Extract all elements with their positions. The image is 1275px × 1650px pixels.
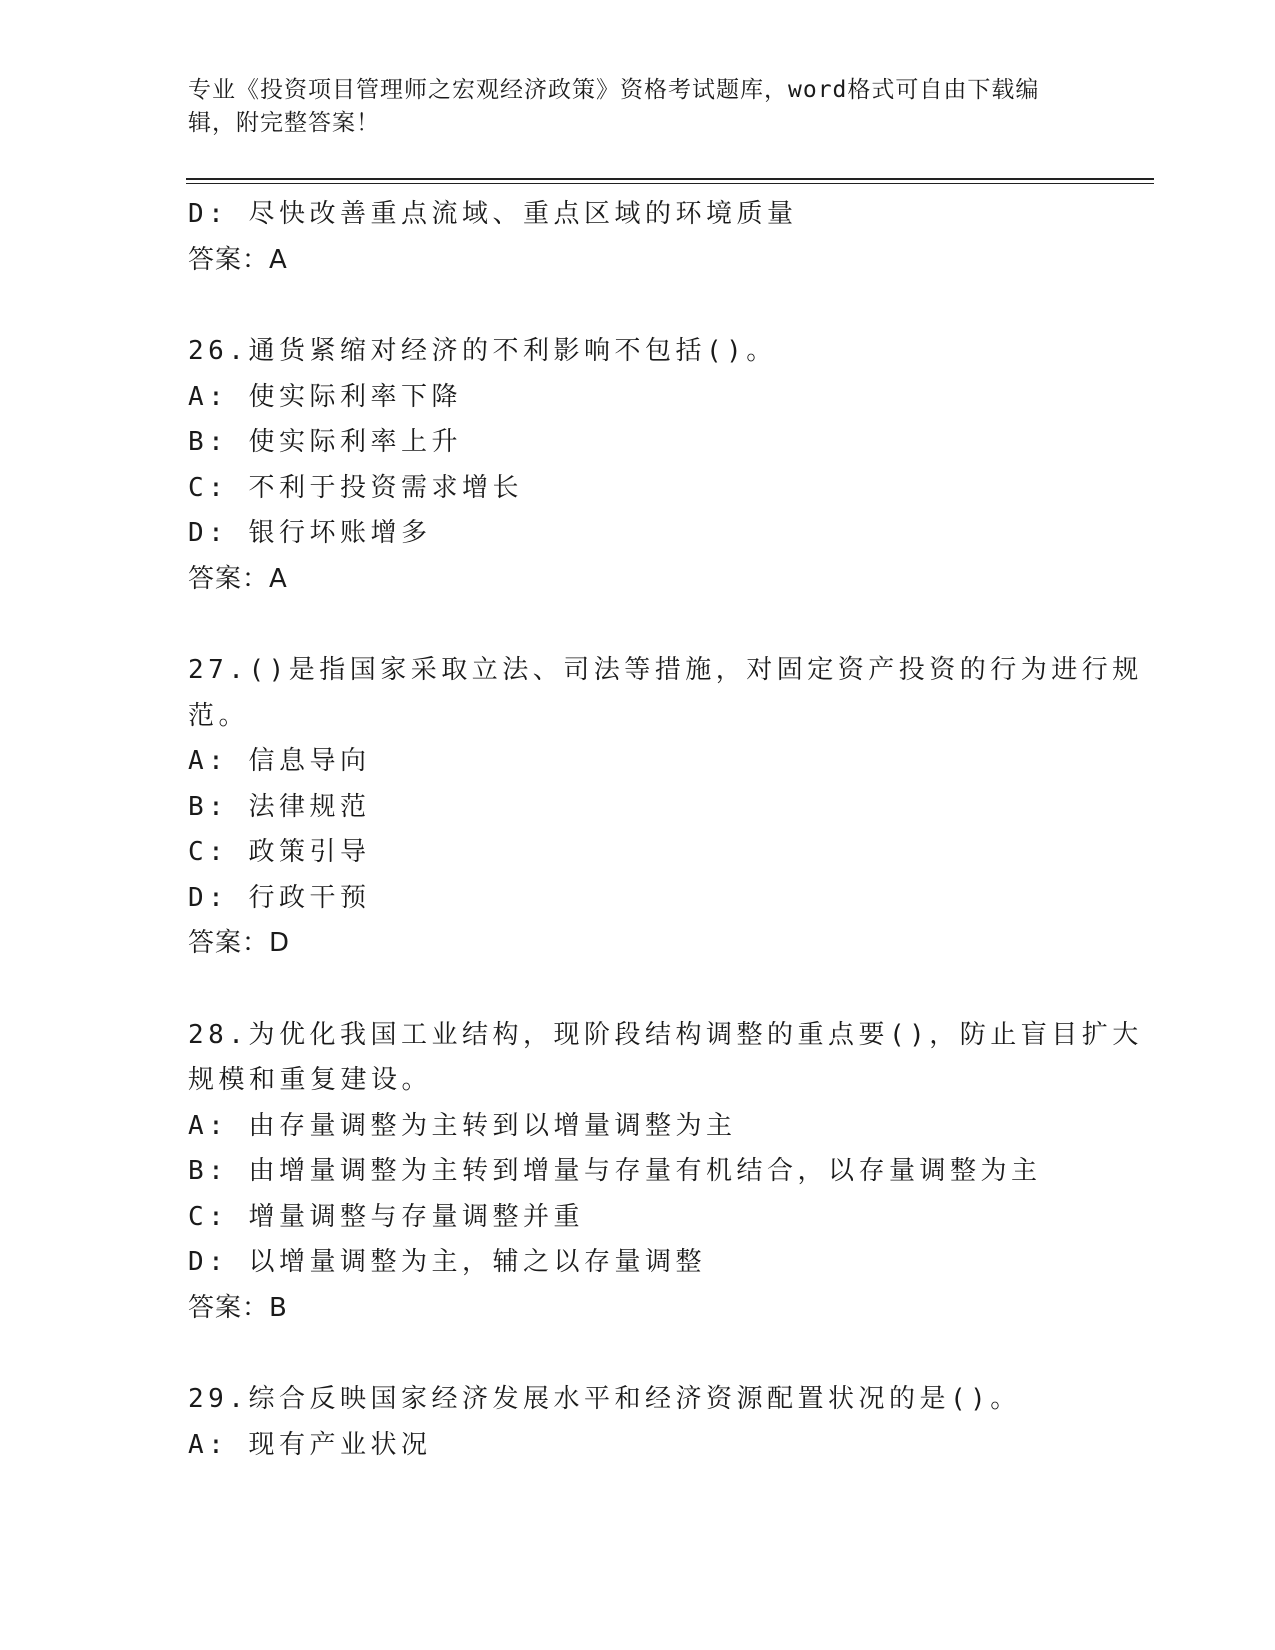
question-stem-continued: 规模和重复建设。	[188, 1065, 433, 1095]
question-stem: 27.()是指国家采取立法、司法等措施，对固定资产投资的行为进行规	[188, 655, 1143, 685]
question-stem: 28.为优化我国工业结构，现阶段结构调整的重点要()，防止盲目扩大	[188, 1019, 1143, 1050]
option-a: A: 由存量调整为主转到以增量调整为主	[188, 1110, 737, 1141]
document-content	[188, 192, 1143, 1468]
answer-line: 答案：D	[188, 928, 291, 958]
question-27	[188, 648, 1143, 967]
option-d: D: 行政干预	[188, 882, 371, 913]
option-c: C: 增量调整与存量调整并重	[188, 1201, 584, 1232]
option-b: B: 法律规范	[188, 791, 371, 822]
option-b: B: 使实际利率上升	[188, 427, 462, 457]
option-a: A: 使实际利率下降	[188, 381, 462, 412]
answer-line: 答案：A	[188, 244, 288, 275]
option-c: C: 政策引导	[188, 837, 371, 867]
page-header-text: 专业《投资项目管理师之宏观经济政策》资格考试题库，word格式可自由下载编辑，附完整答案！	[188, 77, 1040, 136]
option-c: C: 不利于投资需求增长	[188, 472, 523, 503]
option-a: A: 现有产业状况	[188, 1429, 432, 1460]
question-26	[188, 329, 1088, 602]
spacer	[188, 1331, 1088, 1377]
spacer	[188, 283, 1088, 329]
question-stem-continued: 范。	[188, 700, 250, 731]
spacer	[188, 602, 1088, 648]
question-28	[188, 1013, 1143, 1332]
question-25-tail	[188, 192, 1088, 283]
option-b: B: 由增量调整为主转到增量与存量有机结合，以存量调整为主	[188, 1156, 1042, 1186]
header-rule-thin	[186, 183, 1154, 184]
header-rule-thick	[186, 178, 1154, 180]
option-d: D: 尽快改善重点流域、重点区域的环境质量	[188, 199, 798, 229]
question-29	[188, 1377, 1088, 1468]
answer-line: 答案：A	[188, 563, 288, 594]
option-d: D: 以增量调整为主，辅之以存量调整	[188, 1247, 706, 1277]
answer-line: 答案：B	[188, 1292, 288, 1323]
option-d: D: 银行坏账增多	[188, 518, 432, 548]
question-stem: 29.综合反映国家经济发展水平和经济资源配置状况的是()。	[188, 1384, 1021, 1414]
spacer	[188, 967, 1088, 1013]
question-stem: 26.通货紧缩对经济的不利影响不包括()。	[188, 336, 777, 366]
option-a: A: 信息导向	[188, 746, 371, 776]
